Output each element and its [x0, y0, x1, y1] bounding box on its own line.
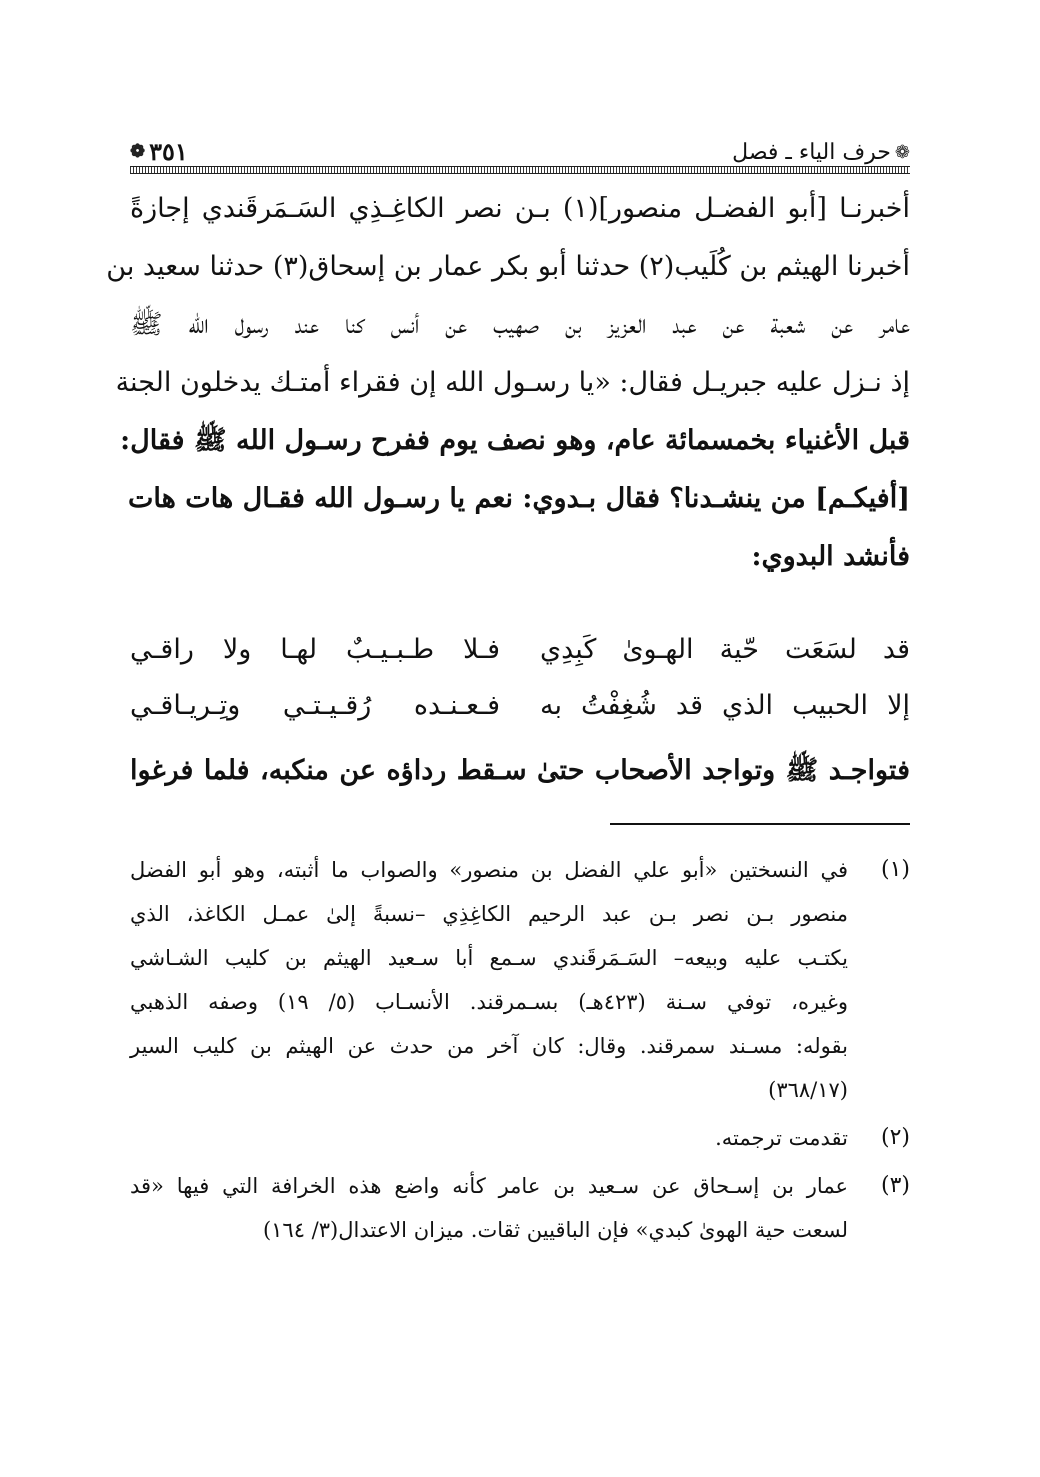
- footnote-line: بقوله: مسـند سمرقند. وقال: كان آخر من حدث عن الهيثم بن كليب السير: [130, 1034, 848, 1058]
- text-line: [أفيكـم] من ينشـدنا؟ فقال بـدوي: نعم يا رسـول الله فقـال هات هات: [128, 483, 910, 514]
- header-rule: [130, 166, 910, 174]
- text-line: فأنشد البدوي:: [751, 541, 910, 572]
- footnote-line: منصور بـن نصر بـن عبد الرحيم الكاغِذِي –نسبةً إلىٰ عمـل الكاغذ، الذي: [130, 902, 848, 926]
- footnote: [130, 848, 910, 1112]
- verse-second-hemistich: فـلا طـبـيـبٌ لهـا ولا راقـي: [130, 634, 500, 665]
- running-title-text: حرف الياء ـ فصل: [732, 140, 891, 165]
- footnote-line: في النسختين «أبو علي الفضل بن منصور» والصواب ما أثبته، وهو أبو الفضل: [130, 858, 848, 882]
- footnote-number: (٣): [880, 1173, 910, 1198]
- footnote: [130, 1116, 910, 1160]
- after-poem-text: [130, 740, 910, 802]
- footnote: [130, 1164, 910, 1252]
- page-number: [130, 137, 188, 166]
- verse-second-hemistich: فـعـنـده رُقـيـتـي وتِـريـاقـي: [130, 690, 500, 721]
- verse-first-hemistich: قد لسَعَت حّية الهـوىٰ كَبِدِي: [540, 634, 910, 665]
- text-line: أخبرنـا [أبو الفضـل منصور](١) بـن نصر الكاغِـذِي السَـمَرقَندي إجازةً: [130, 193, 910, 224]
- text-line: إذ نـزل عليه جبريـل فقال: «يا رسـول الله إن فقراء أمتـك يدخلون الجنة: [115, 367, 910, 398]
- footnote-number: (٢): [880, 1125, 910, 1150]
- text-line: عامر عن شعبة عن عبد العزيز بن صهيب عن أنس كنا عند رسول الله ﷺ: [130, 309, 910, 340]
- poem-verse: [130, 622, 910, 678]
- footnote-separator: [610, 823, 910, 825]
- text-line: أخبرنا الهيثم بن كُلَيب(٢) حدثنا أبو بكر عمار بن إسحاق(٣) حدثنا سعيد بن: [106, 251, 910, 282]
- poem-verse: [130, 678, 910, 734]
- ornament-icon: ❁: [894, 142, 910, 163]
- footnote-line: يكتـب عليه وبيعه– السَـمَرقَندي سـمع أبا سـعيد الهيثم بن كليب الشـاشي: [130, 946, 848, 970]
- text-line: قبل الأغنياء بخمسمائة عام، وهو نصف يوم ففرح رسـول الله ﷺ فقال:: [120, 425, 910, 456]
- footnote-line: تقدمت ترجمته.: [715, 1126, 848, 1150]
- footnote-number: (١): [880, 857, 910, 882]
- running-title: [732, 142, 910, 164]
- footnote-line: (٣٦٨/١٧): [768, 1078, 848, 1102]
- page-header: [130, 128, 910, 164]
- page-number-text: ٣٥١: [149, 137, 188, 166]
- footnote-line: عمار بن إسـحاق عن سـعيد بن عامر كأنه واضع هذه الخرافة التي فيها «قد: [130, 1174, 848, 1198]
- poem: [130, 622, 910, 734]
- footnote-line: لسعت حية الهوىٰ كبدي» فإن الباقيين ثقات. ميزان الاعتدال(٣/ ١٦٤): [262, 1218, 848, 1242]
- footnotes: [130, 848, 910, 1256]
- main-text: [106, 180, 910, 586]
- verse-first-hemistich: إلا الحبيب الذي قد شُغِفْتُ به: [540, 690, 910, 721]
- ornament-icon: ❁: [130, 141, 146, 162]
- footnote-line: وغيره، توفي سـنة (٤٢٣هـ) بسـمرقند. الأنسـاب (٥/ ١٩) وصفه الذهبي: [130, 990, 848, 1014]
- text-line: فتواجـد ﷺ وتواجد الأصحاب حتىٰ سـقط رداؤه عن منكبه، فلما فرغوا: [130, 755, 910, 786]
